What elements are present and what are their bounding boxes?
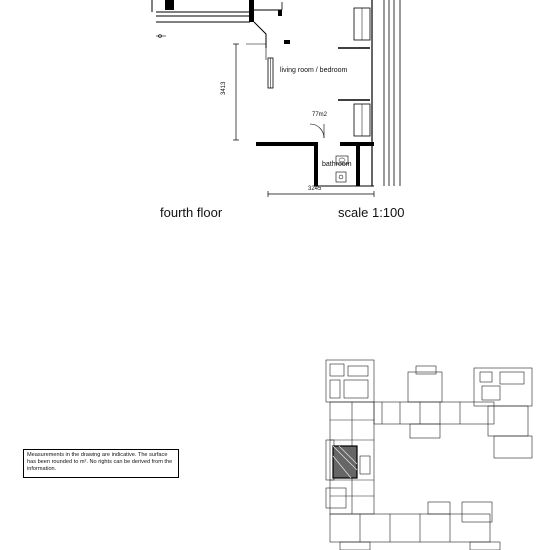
floor-label: fourth floor [160,205,223,220]
wall-block [165,0,174,10]
wall-block [256,142,314,146]
scale-label: scale 1:100 [338,205,405,220]
disclaimer-box: Measurements in the drawing are indicative. The surface has been rounded to m². No rights can be derived from the information. [23,449,179,478]
bathroom-label: bathroom [322,161,352,168]
living-room-label: living room / bedroom [280,67,348,74]
height-dimension: 3413 [221,81,227,95]
area-label: 77m2 [312,112,328,118]
width-dimension: 3245 [308,186,322,192]
floor-plan-drawing [0,0,550,230]
wall-block [249,0,254,22]
